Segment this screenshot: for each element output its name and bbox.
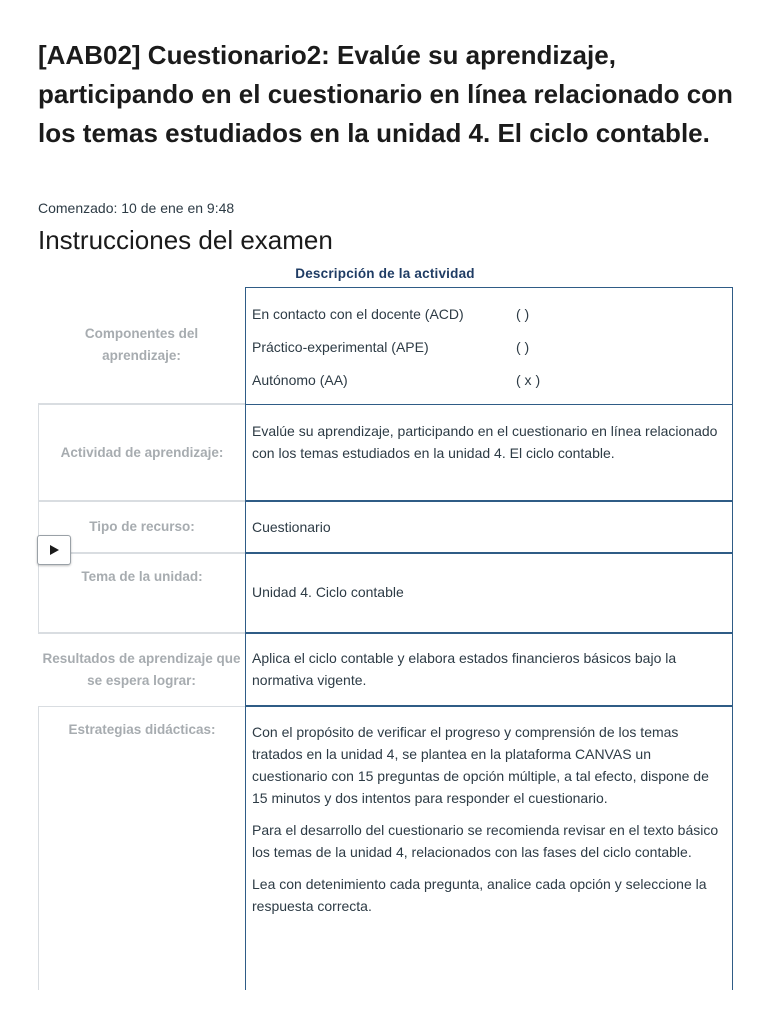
results-label-cell (38, 633, 245, 706)
components-label-cell (38, 287, 245, 404)
component-mark: ( ) (516, 338, 530, 355)
strategies-label: Estrategias didácticas: (68, 722, 216, 737)
instructions-heading: Instrucciones del examen (38, 225, 333, 255)
component-name: Autónomo (AA) (252, 371, 348, 388)
resource-value: Cuestionario (252, 519, 331, 535)
resource-label: Tipo de recurso: (89, 519, 195, 534)
activity-value: Evalúe su aprendizaje, participando en el cuestionario en línea relacionado con los temas estudiados en la unidad 4. El ciclo contable. (252, 423, 718, 461)
unit-value: Unidad 4. Ciclo contable (252, 584, 404, 600)
unit-value-cell (245, 553, 733, 633)
page-title: [AAB02] Cuestionario2: Evalúe su aprendizaje, participando en el cuestionario en línea relacionado con los temas estudiados en la unidad 4. El ciclo contable. (38, 40, 733, 148)
component-row (252, 363, 726, 396)
components-label: Componentes del aprendizaje: (84, 326, 199, 363)
resource-value-cell (245, 501, 733, 553)
component-row (252, 330, 726, 363)
results-value: Aplica el ciclo contable y elabora estados financieros básicos bajo la normativa vigente. (252, 650, 677, 688)
activity-label: Actividad de aprendizaje: (60, 444, 224, 460)
strategies-label-cell (38, 706, 245, 990)
results-value-cell (245, 633, 733, 706)
component-name: En contacto con el docente (ACD) (252, 305, 464, 322)
unit-label-cell (38, 553, 245, 633)
strategies-paragraph: Con el propósito de verificar el progreso y comprensión de los temas tratados en la unidad 4, se plantea en la plataforma CANVAS un cuestionario con 15 preguntas de opción múltiple, a tal efecto, dispone de 15 minutos y dos intentos para responder el cuestionario. (252, 724, 709, 806)
component-name: Práctico-experimental (APE) (252, 338, 429, 355)
started-timestamp: Comenzado: 10 de ene en 9:48 (38, 200, 235, 216)
activity-label-cell (38, 404, 245, 501)
strategies-paragraph: Para el desarrollo del cuestionario se recomienda revisar en el texto básico los temas de la unidad 4, relacionados con las fases del ciclo contable. (252, 822, 719, 860)
component-mark: ( x ) (516, 371, 541, 388)
activity-table-caption: Descripción de la actividad (295, 266, 475, 281)
unit-label: Tema de la unidad: (81, 569, 203, 584)
component-mark: ( ) (516, 305, 530, 322)
component-row (252, 297, 726, 330)
play-icon (48, 544, 60, 556)
components-value-cell (245, 287, 733, 405)
strategies-paragraph: Lea con detenimiento cada pregunta, analice cada opción y seleccione la respuesta correcta. (252, 876, 707, 914)
play-button[interactable] (37, 535, 71, 565)
strategies-value-cell (245, 706, 733, 990)
activity-value-cell (245, 404, 733, 501)
results-label: Resultados de aprendizaje que se espera lograr: (42, 651, 241, 688)
